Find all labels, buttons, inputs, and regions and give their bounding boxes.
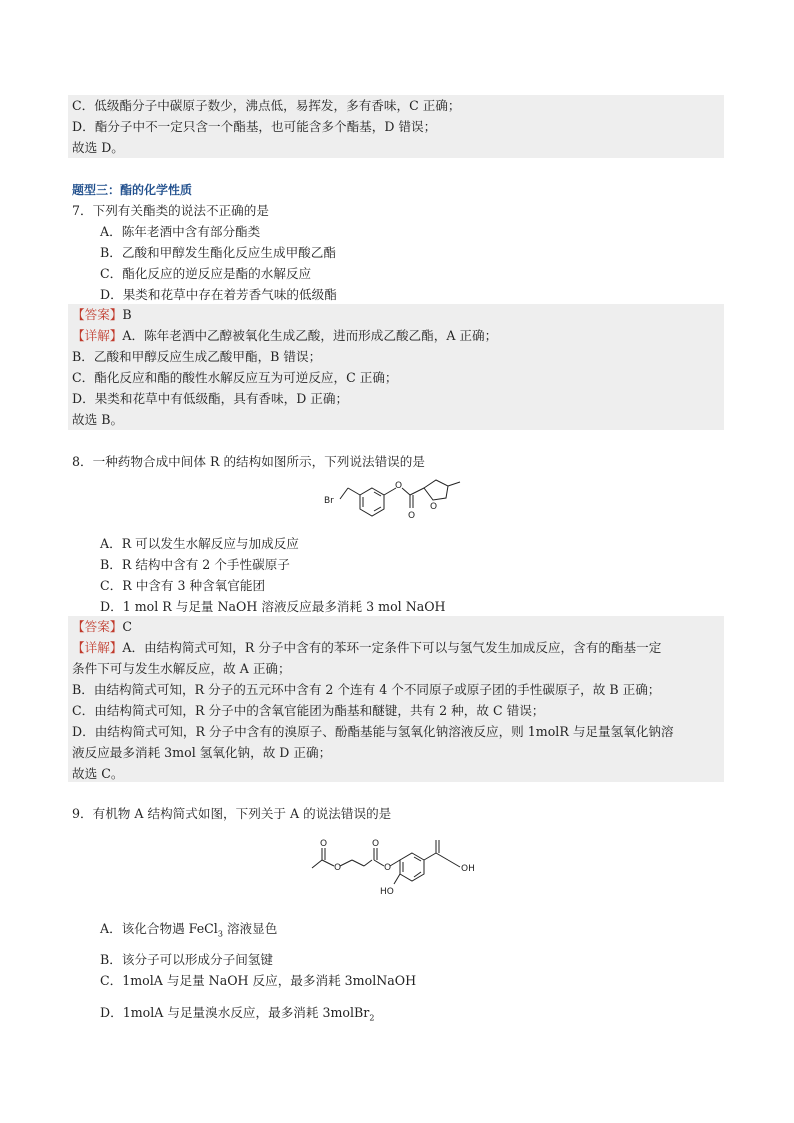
q9-option-a-post: 溶液显色 — [222, 921, 278, 936]
q7-answer-line — [72, 305, 132, 325]
answer-tag: 【答案】 — [72, 307, 123, 322]
q7-explain-a: A．陈年老酒中乙醇被氧化生成乙酸，进而形成乙酸乙酯，A 正确； — [122, 328, 498, 343]
q9-o-label-1: O — [334, 863, 342, 873]
q9-stem: 9．有机物 A 结构简式如图，下列关于 A 的说法错误的是 — [72, 806, 392, 821]
q8-option-b: B．R 结构中含有 2 个手性碳原子 — [100, 557, 290, 572]
q9-option-a — [100, 919, 277, 945]
q6-explain-d: D．酯分子中不一定只含一个酯基，也可能含多个酯基，D 错误； — [72, 119, 437, 134]
q8-explain-d1: D．由结构简式可知，R 分子中含有的溴原子、酚酯基能与氢氧化钠溶液反应，则 1molR 与足量氢氧化钠溶 — [72, 724, 674, 739]
q8-conclusion: 故选 C。 — [72, 766, 124, 781]
q9-structure-diagram — [306, 834, 496, 900]
q7-explain-a-line — [72, 326, 497, 346]
q9-option-a-chem: FeCl — [188, 921, 218, 936]
q9-option-d-pre: D．1molA 与足量溴水反应，最多消耗 3molBr — [100, 1005, 370, 1020]
q9-option-d-sub: 2 — [369, 1013, 375, 1023]
q9-option-a-pre: A．该化合物遇 — [100, 921, 189, 936]
q7-option-a: A．陈年老酒中含有部分酯类 — [100, 224, 261, 239]
q8-option-c: C．R 中含有 3 种含氧官能团 — [100, 578, 266, 593]
q7-conclusion: 故选 B。 — [72, 412, 124, 427]
q7-explain-c: C．酯化反应和酯的酸性水解反应互为可逆反应，C 正确； — [72, 370, 398, 385]
q8-stem: 8．一种药物合成中间体 R 的结构如图所示，下列说法错误的是 — [72, 454, 425, 469]
q7-option-d: D．果类和花草中存在着芳香气味的低级酯 — [100, 287, 337, 302]
q9-ho-label: HO — [380, 887, 394, 897]
q9-option-d — [100, 1003, 374, 1029]
q9-option-a-sub: 3 — [217, 929, 223, 939]
section-heading: 题型三：酯的化学性质 — [72, 183, 193, 197]
q9-option-b: B．该分子可以形成分子间氢键 — [100, 952, 273, 967]
answer-tag: 【答案】 — [72, 619, 123, 634]
q9-oh-label: OH — [461, 864, 475, 874]
q8-br-label: Br — [324, 496, 334, 506]
q8-explain-d2: 液反应最多消耗 3mol 氢氧化钠，故 D 正确； — [72, 745, 332, 760]
q7-explain-d: D．果类和花草中有低级酯，具有香味，D 正确； — [72, 391, 349, 406]
explain-tag: 【详解】 — [72, 640, 123, 655]
q8-option-a: A．R 可以发生水解反应与加成反应 — [100, 536, 299, 551]
q8-explain-c: C．由结构简式可知，R 分子中的含氧官能团为酯基和醚键，共有 2 种，故 C 错误； — [72, 703, 545, 718]
q8-answer-line — [72, 617, 132, 637]
explain-tag: 【详解】 — [72, 328, 123, 343]
q7-answer-box — [68, 304, 724, 430]
q7-answer: B — [122, 307, 132, 322]
q8-option-d: D．1 mol R 与足量 NaOH 溶液反应最多消耗 3 mol NaOH — [100, 599, 446, 614]
q9-o-label-3: O — [320, 839, 328, 849]
q9-o-label-4: O — [384, 863, 392, 873]
q7-option-b: B．乙酸和甲醇发生酯化反应生成甲酸乙酯 — [100, 245, 336, 260]
q8-o-label-3: O — [430, 502, 438, 512]
q8-explain-a-line — [72, 638, 661, 658]
q8-structure-diagram — [318, 472, 478, 528]
q9-o-label-2: O — [372, 839, 380, 849]
q6-explain-c: C．低级酯分子中碳原子数少，沸点低，易挥发，多有香味，C 正确； — [72, 98, 461, 113]
q6-conclusion: 故选 D。 — [72, 140, 124, 155]
q8-explain-a2: 条件下可与发生水解反应，故 A 正确； — [72, 661, 291, 676]
q9-option-c: C．1molA 与足量 NaOH 反应，最多消耗 3molNaOH — [100, 973, 417, 988]
q8-o-label-2: O — [408, 511, 416, 521]
q8-explain-b: B．由结构简式可知，R 分子的五元环中含有 2 个连有 4 个不同原子或原子团的手性碳原子，故 B 正确； — [72, 682, 661, 697]
q8-explain-a1: A．由结构简式可知，R 分子中含有的苯环一定条件下可以与氢气发生加成反应，含有的酯基一定 — [122, 640, 662, 655]
q7-option-c: C．酯化反应的逆反应是酯的水解反应 — [100, 266, 312, 281]
q8-answer: C — [122, 619, 133, 634]
q7-explain-b: B．乙酸和甲醇反应生成乙酸甲酯，B 错误； — [72, 349, 322, 364]
q7-stem: 7．下列有关酯类的说法不正确的是 — [72, 203, 269, 218]
q8-o-label-1: O — [395, 481, 403, 491]
